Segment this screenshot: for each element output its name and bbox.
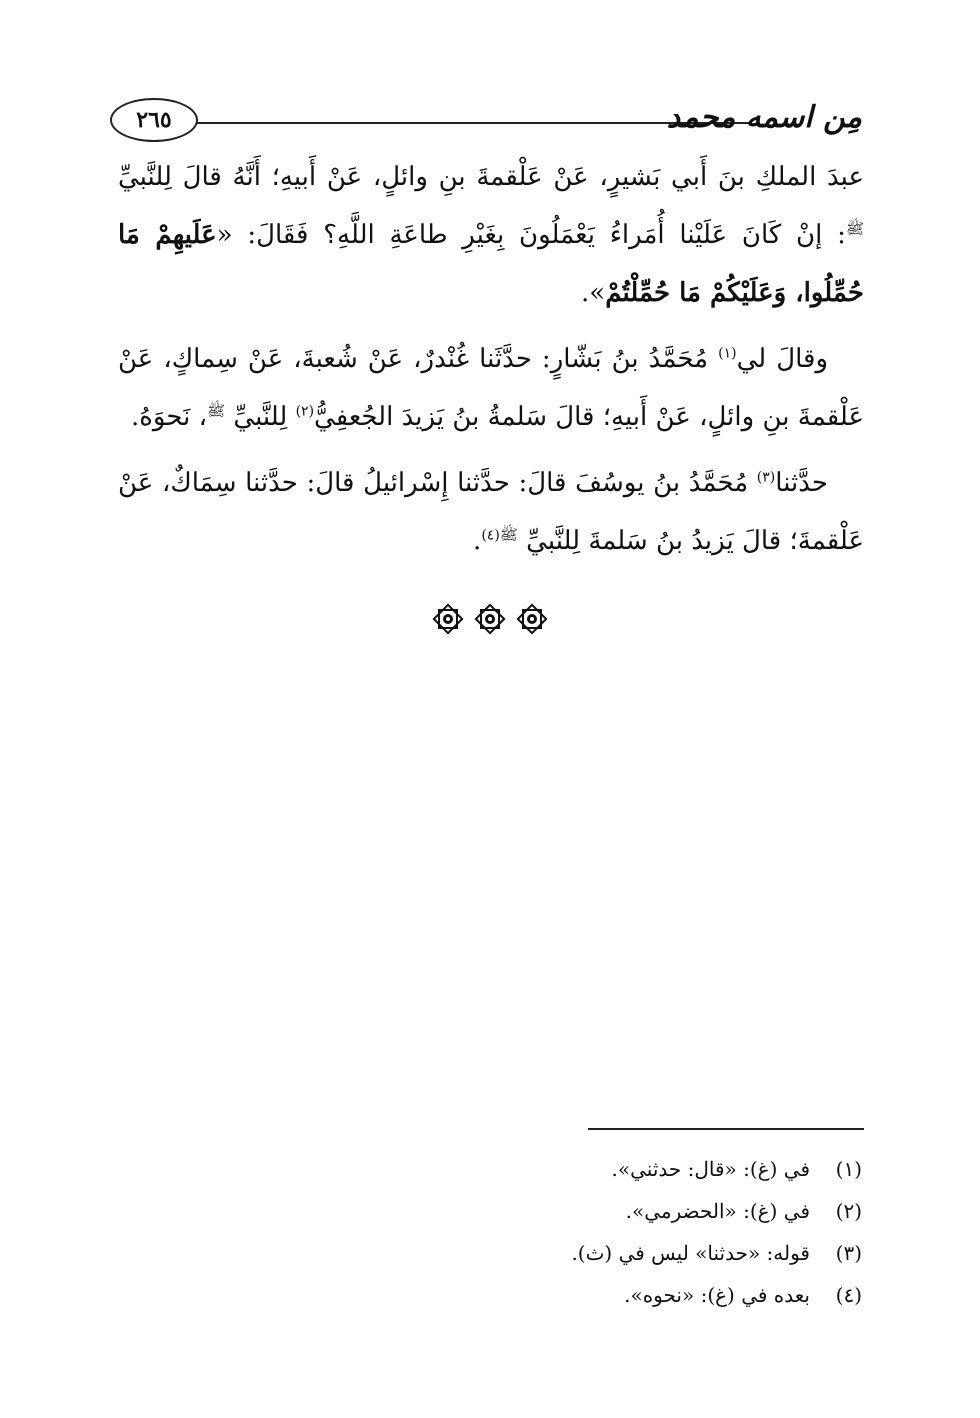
footnote-mark[interactable]: (٤): [481, 527, 500, 544]
honorific-glyph: ﷺ: [845, 219, 864, 238]
text-run: ، نَحوَهُ.: [131, 402, 208, 432]
footnotes: [442, 1148, 862, 1316]
floral-ornament-icon: [474, 603, 506, 635]
footnote-number: (٣): [835, 1241, 862, 1265]
body-text: [118, 148, 864, 578]
text-run: مُحَمَّدُ بنُ يوسُفَ قالَ: حدَّثنا إِسْرائيلُ قالَ: حدَّثنا سِمَاكٌ، عَنْ عَلْقمةَ؛ قالَ يَزيدُ بنُ سَلمةَ لِلنَّبيِّ: [118, 468, 864, 556]
text-run: ».: [581, 278, 606, 308]
paragraph-3: [118, 454, 864, 570]
footnote-mark[interactable]: (٢): [295, 403, 315, 420]
footnote-item: [442, 1274, 862, 1316]
page-number: ٢٦٥: [110, 98, 198, 142]
footnote-text: بعده في (غ): «نحوه».: [624, 1283, 810, 1307]
running-header: [110, 92, 862, 142]
footnote-separator: [588, 1128, 864, 1130]
running-title: مِن اسمه محمد: [666, 99, 862, 135]
footnote-number: (٢): [835, 1199, 862, 1223]
footnote-text: في (غ): «قال: حدثني».: [611, 1157, 810, 1181]
footnote-mark[interactable]: (١): [718, 345, 737, 362]
footnote-item: [442, 1190, 862, 1232]
footnote-text: في (غ): «الحضرمي».: [625, 1199, 810, 1223]
text-run: : إنْ كَانَ عَلَيْنا أُمَراءُ يَعْمَلُونَ بِغَيْرِ طاعَةِ اللَّهِ؟ فَقَالَ: «: [216, 220, 846, 250]
floral-ornament-icon: [516, 603, 548, 635]
text-run: مُحَمَّدُ بنُ بَشّارٍ: حدَّثَنا غُنْدرٌ، عَنْ شُعبةَ، عَنْ سِماكٍ، عَنْ عَلْقمةَ بنِ وائلٍ، عَنْ أَبيهِ؛ قالَ سَلمةُ بنُ يَزيدَ الجُعفِيُّ: [118, 344, 864, 432]
footnote-text: قوله: «حدثنا» ليس في (ث).: [571, 1241, 810, 1265]
floral-ornament-icon: [432, 603, 464, 635]
hadith-text: عَلَيهِمْ مَا حُمِّلُوا، وَعَلَيْكُمْ مَا حُمِّلْتُمْ: [118, 220, 864, 308]
text-run: وقالَ لي: [736, 344, 828, 374]
footnote-item: [442, 1232, 862, 1274]
honorific-glyph: ﷺ: [499, 525, 518, 544]
section-ornaments: [0, 603, 980, 635]
text-run: لِلنَّبيِّ: [225, 402, 296, 432]
paragraph-2: [118, 330, 864, 446]
text-run: عبدَ الملكِ بنَ أَبي بَشيرٍ، عَنْ عَلْقمةَ بنِ وائلٍ، عَنْ أَبيهِ؛ أَنَّهُ قالَ لِلنَّبيِّ: [118, 162, 864, 192]
footnote-mark[interactable]: (٣): [756, 469, 776, 486]
text-run: .: [473, 526, 482, 556]
footnote-item: [442, 1148, 862, 1190]
paragraph-1: [118, 148, 864, 322]
honorific-glyph: ﷺ: [207, 401, 226, 420]
text-run: حدَّثنا: [775, 468, 828, 498]
footnote-number: (١): [835, 1157, 862, 1181]
footnote-number: (٤): [835, 1283, 862, 1307]
